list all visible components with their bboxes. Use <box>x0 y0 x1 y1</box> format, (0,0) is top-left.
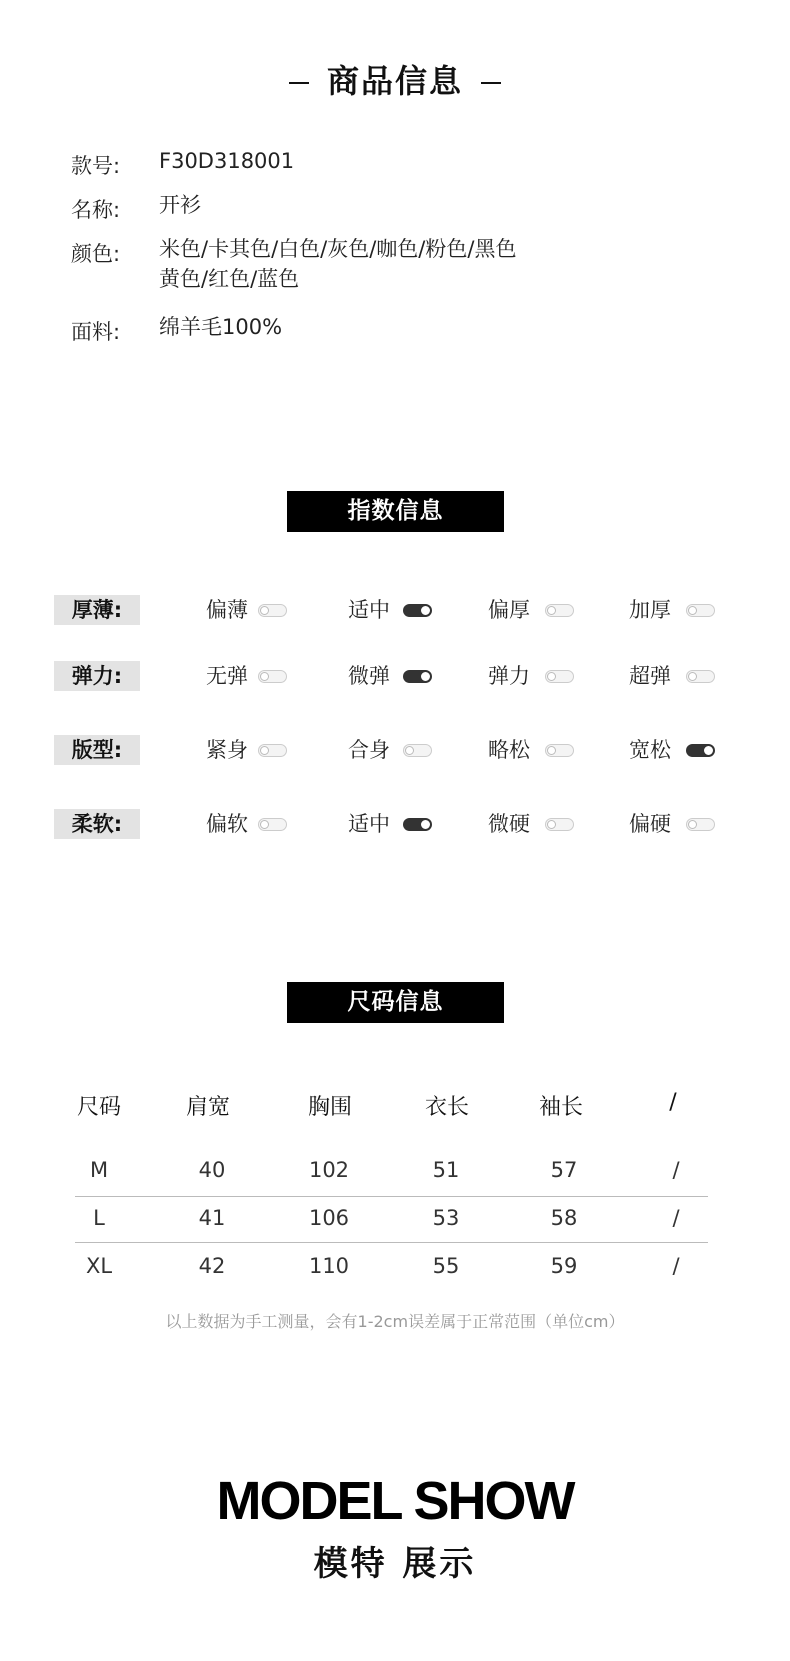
index-option <box>488 595 530 625</box>
toggle-knob <box>421 820 430 829</box>
size-cell: / <box>672 1206 680 1230</box>
size-cell: 102 <box>308 1158 350 1182</box>
toggle-off-icon <box>686 604 715 617</box>
toggle-off-icon <box>258 670 287 683</box>
toggle-on-icon <box>686 744 715 757</box>
size-cell: / <box>672 1254 680 1278</box>
index-row-label: 厚薄: <box>54 595 140 625</box>
index-option <box>488 735 530 765</box>
size-header-cell: 衣长 <box>424 1095 469 1120</box>
size-cell: 55 <box>432 1254 460 1278</box>
toggle-off-icon <box>545 604 574 617</box>
size-header-cell: 胸围 <box>307 1095 352 1120</box>
size-info-title: 尺码信息 <box>287 982 504 1023</box>
index-option <box>348 809 390 839</box>
info-value-line2: 黄色/红色/蓝色 <box>159 267 300 291</box>
toggle-off-icon <box>258 604 287 617</box>
size-cell: 59 <box>550 1254 578 1278</box>
size-cell: 58 <box>550 1206 578 1230</box>
size-header-cell: / <box>669 1090 677 1115</box>
index-row-label: 弹力: <box>54 661 140 691</box>
info-value: 绵羊毛100% <box>159 315 283 339</box>
index-option-label: 偏薄 <box>206 598 248 622</box>
index-row <box>0 661 790 691</box>
index-option-label: 无弹 <box>206 664 248 688</box>
info-label: 颜色: <box>71 242 121 266</box>
toggle-off-icon <box>545 818 574 831</box>
product-info-title <box>0 56 790 102</box>
info-label: 款号: <box>71 154 121 178</box>
index-option <box>629 661 671 691</box>
toggle-off-icon <box>258 744 287 757</box>
info-label: 名称: <box>71 198 121 222</box>
toggle-knob <box>260 746 269 755</box>
size-header-cell: 袖长 <box>538 1095 583 1120</box>
toggle-knob <box>260 606 269 615</box>
size-cell: 42 <box>198 1254 226 1278</box>
model-show-title-cn: 模特 展示 <box>313 1544 477 1584</box>
row-divider <box>75 1196 708 1197</box>
size-header-cell: 尺码 <box>76 1095 121 1120</box>
toggle-on-icon <box>403 670 432 683</box>
toggle-knob <box>547 746 556 755</box>
index-row <box>0 595 790 625</box>
index-option <box>629 735 671 765</box>
index-option-label: 偏软 <box>206 812 248 836</box>
toggle-knob <box>688 672 697 681</box>
size-cell: 53 <box>432 1206 460 1230</box>
table-row <box>0 1254 790 1284</box>
index-option-label: 加厚 <box>629 598 671 622</box>
size-table-header <box>0 1090 790 1122</box>
size-cell: M <box>89 1158 109 1182</box>
size-cell: 41 <box>198 1206 226 1230</box>
info-value: 开衫 <box>159 193 201 217</box>
toggle-off-icon <box>686 670 715 683</box>
index-option-label: 宽松 <box>629 738 671 762</box>
index-option-label: 偏厚 <box>488 598 530 622</box>
index-option-label: 略松 <box>488 738 530 762</box>
index-row-label: 版型: <box>54 735 140 765</box>
index-option-label: 微硬 <box>488 812 530 836</box>
index-option-label: 偏硬 <box>629 812 671 836</box>
index-option-label: 适中 <box>348 598 390 622</box>
index-option <box>629 595 671 625</box>
toggle-knob <box>260 672 269 681</box>
model-show-title-en: MODEL SHOW <box>216 1471 574 1531</box>
table-row <box>0 1206 790 1236</box>
toggle-knob <box>704 746 713 755</box>
index-option-label: 紧身 <box>206 738 248 762</box>
size-cell: L <box>93 1206 105 1230</box>
toggle-on-icon <box>403 604 432 617</box>
toggle-on-icon <box>403 818 432 831</box>
index-option <box>488 809 530 839</box>
product-info-title-text: 商品信息 <box>326 62 463 100</box>
size-note: 以上数据为手工测量，会有1-2cm误差属于正常范围（单位cm） <box>165 1312 625 1331</box>
toggle-knob <box>688 606 697 615</box>
index-option <box>206 735 248 765</box>
toggle-knob <box>405 746 414 755</box>
index-row <box>0 809 790 839</box>
toggle-knob <box>547 820 556 829</box>
toggle-knob <box>421 672 430 681</box>
index-option-label: 微弹 <box>348 664 390 688</box>
index-option <box>488 661 530 691</box>
toggle-off-icon <box>686 818 715 831</box>
size-cell: XL <box>85 1254 113 1278</box>
index-option <box>206 661 248 691</box>
toggle-off-icon <box>258 818 287 831</box>
size-cell: 40 <box>198 1158 226 1182</box>
info-label: 面料: <box>71 320 121 344</box>
index-option <box>629 809 671 839</box>
index-option-label: 合身 <box>348 738 390 762</box>
toggle-knob <box>547 672 556 681</box>
toggle-knob <box>688 820 697 829</box>
index-info-title: 指数信息 <box>287 491 504 532</box>
toggle-off-icon <box>545 744 574 757</box>
toggle-knob <box>547 606 556 615</box>
toggle-off-icon <box>545 670 574 683</box>
size-cell: 106 <box>308 1206 350 1230</box>
index-option <box>348 735 390 765</box>
size-cell: / <box>672 1158 680 1182</box>
index-option <box>206 595 248 625</box>
index-option-label: 适中 <box>348 812 390 836</box>
index-row <box>0 735 790 765</box>
index-option-label: 弹力 <box>488 664 530 688</box>
index-option <box>348 595 390 625</box>
title-dash-right <box>481 82 501 84</box>
size-cell: 51 <box>432 1158 460 1182</box>
toggle-knob <box>421 606 430 615</box>
index-option-label: 超弹 <box>629 664 671 688</box>
info-value: F30D318001 <box>159 149 295 173</box>
title-dash-left <box>289 82 309 84</box>
size-cell: 57 <box>550 1158 578 1182</box>
table-row <box>0 1158 790 1188</box>
size-header-cell: 肩宽 <box>185 1095 230 1120</box>
toggle-knob <box>260 820 269 829</box>
toggle-off-icon <box>403 744 432 757</box>
info-value: 米色/卡其色/白色/灰色/咖色/粉色/黑色 <box>159 237 517 261</box>
size-cell: 110 <box>308 1254 350 1278</box>
index-row-label: 柔软: <box>54 809 140 839</box>
row-divider <box>75 1242 708 1243</box>
index-option <box>206 809 248 839</box>
index-option <box>348 661 390 691</box>
